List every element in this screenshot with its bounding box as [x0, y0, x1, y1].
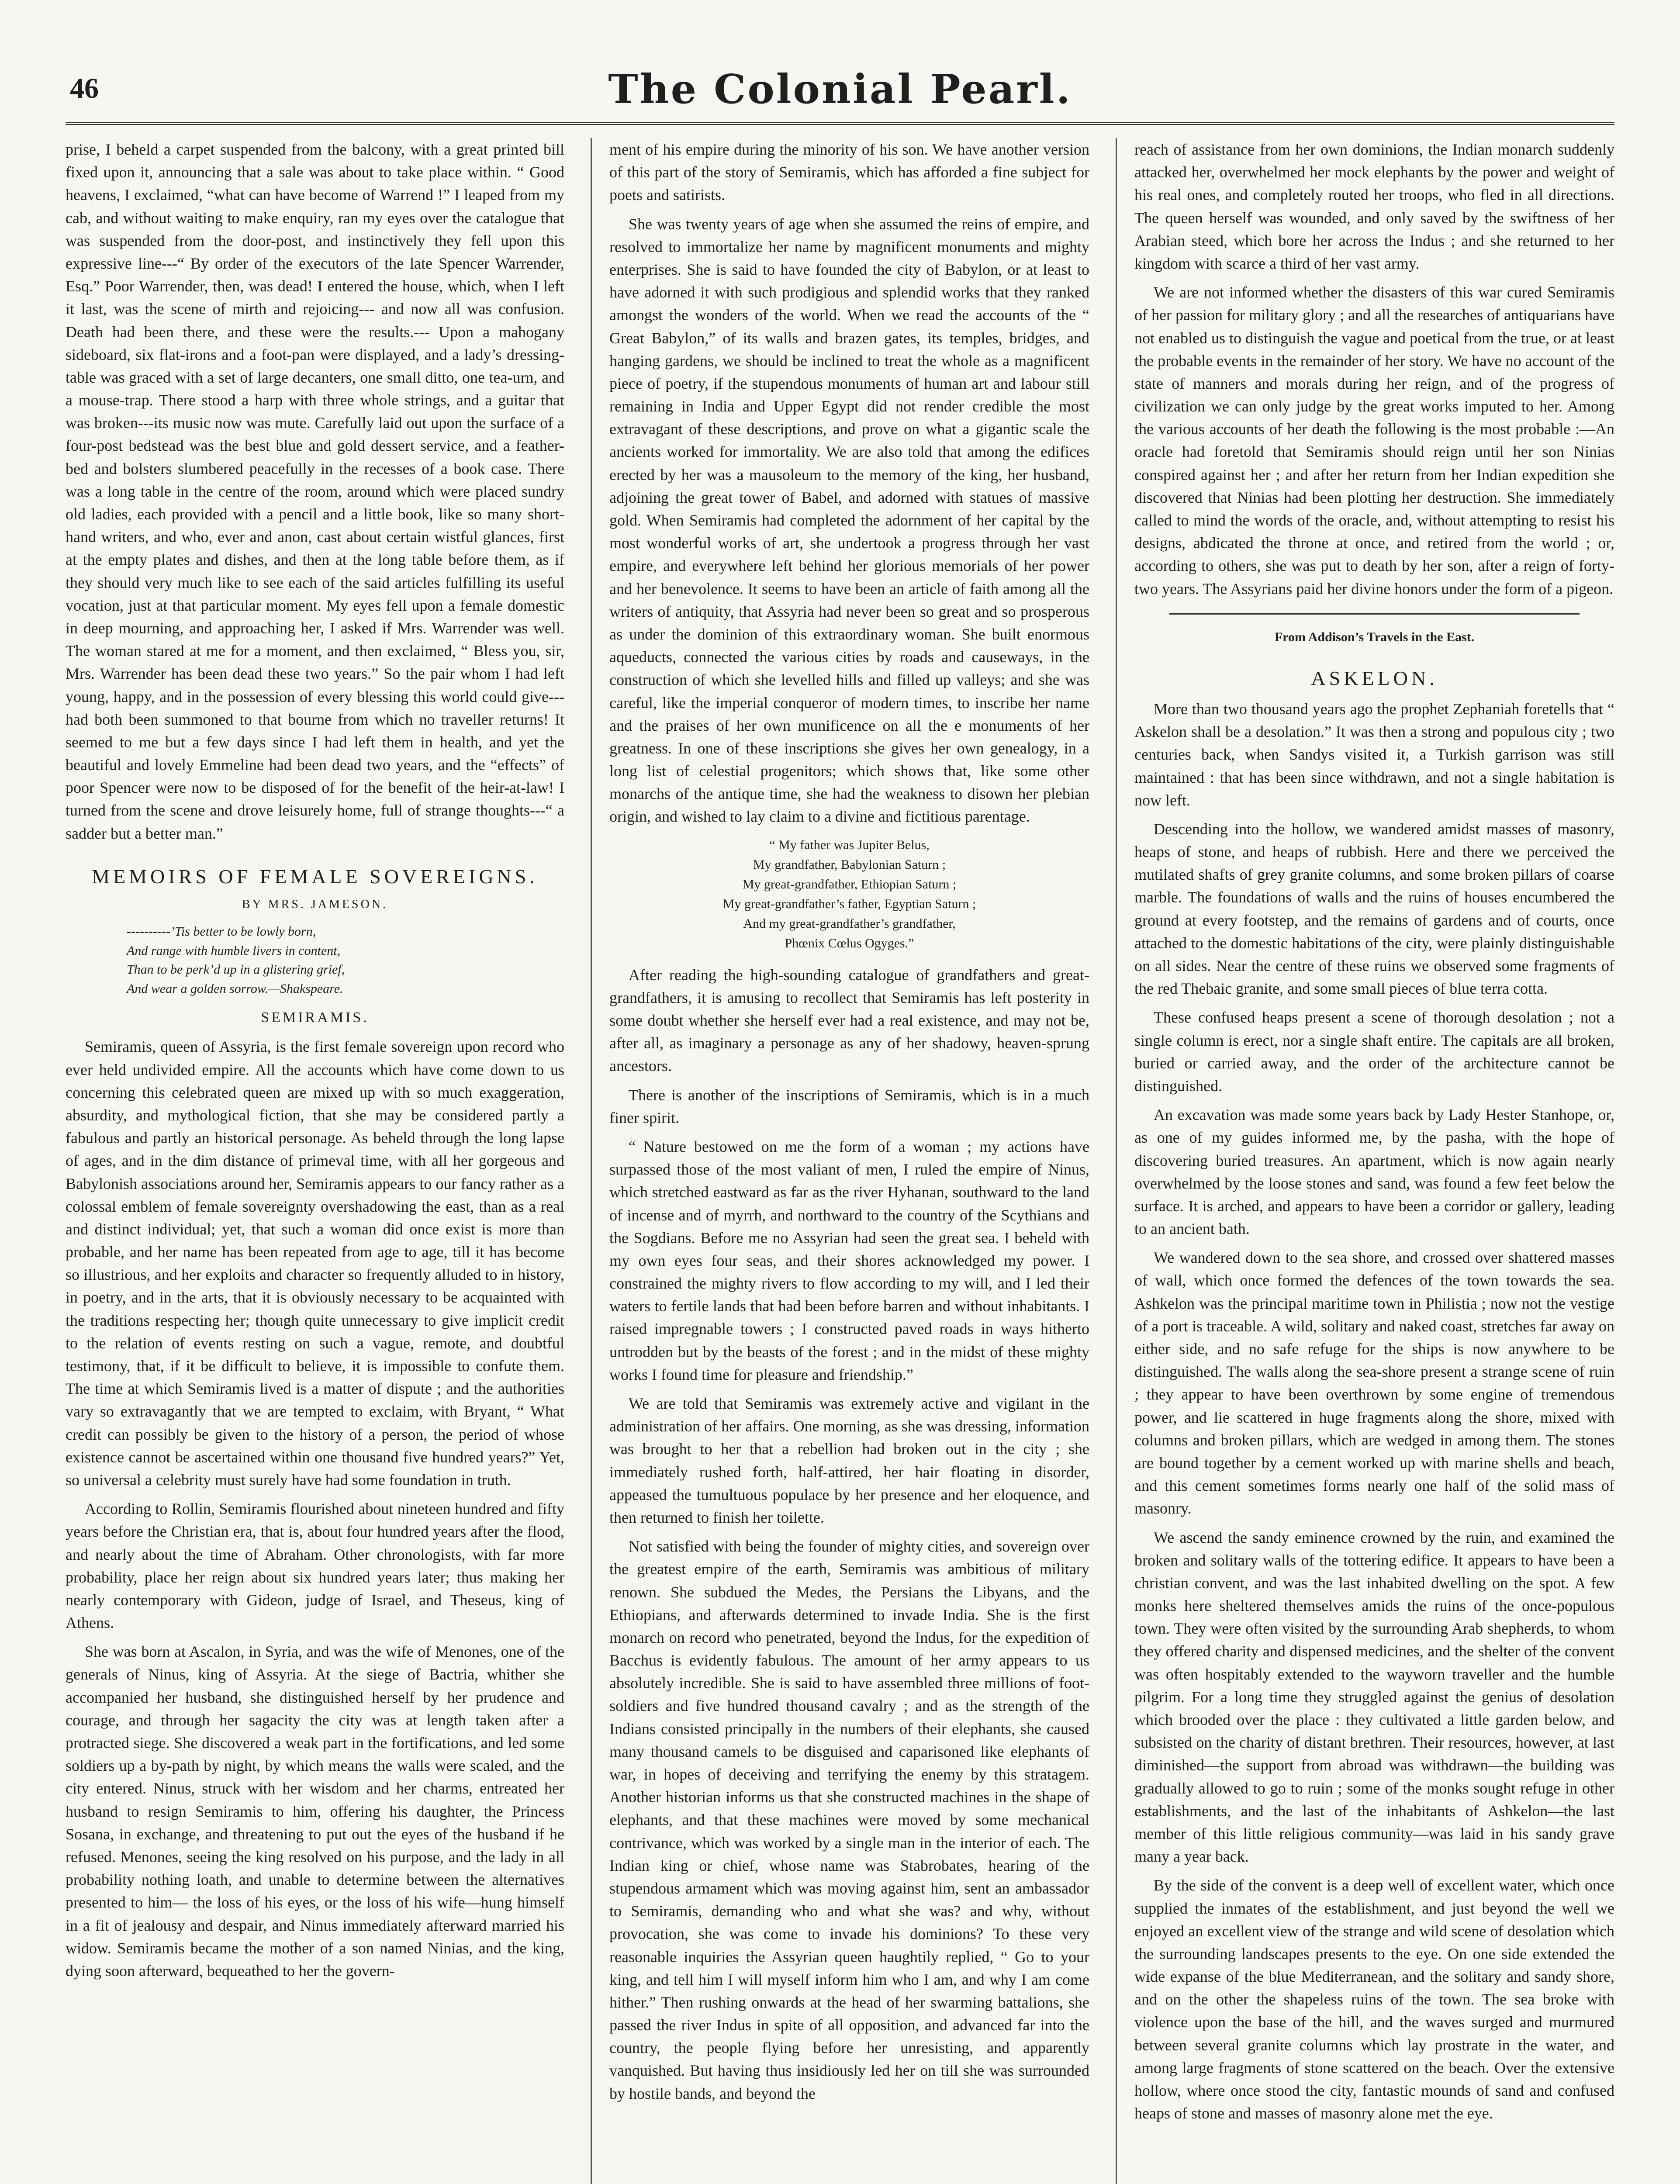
paragraph: ment of his empire during the minority of his son. We have another version of this part of the story of Semiramis, which has afforded a fine subject for poets and satirists. [609, 141, 1089, 204]
inscription-line: “ My father was Jupiter Belus, [769, 837, 930, 852]
paper-title: The Colonial Pearl. [608, 66, 1072, 113]
paragraph: We ascend the sandy eminence crowned by the ruin, and examined the broken and solitary walls of the tottering edifice. It appears to have been a christian convent, and was the last inhabited dwelling on the spot. A few monks here sheltered themselves amids the ruins of the once-populous town. They were often visited by the surrounding Arab shepherds, to whom they offered charity and dispensed medicines, and the shelter of the convent was often hospitably extended to the wayworn traveller and the humble pilgrim. For a long time they struggled against the genius of desolation which brooded over the place : they cultivated a little garden below, and subsisted on the charity of distant brethren. Their resources, however, at last diminished—the support from abroad was withdrawn—the building was gradually allowed to go to ruin ; some of the monks sought refuge in other establishments, and the last of the inhabitants of Ashkelon—the last member of this little religious community—was laid in his sandy grave many a year back. [1134, 1528, 1614, 1866]
column-1 [66, 138, 564, 2184]
inscription-genealogy [609, 835, 1089, 953]
section-title-askelon: ASKELON. [1311, 667, 1438, 690]
paragraph: An excavation was made some years back by Lady Hester Stanhope, or, as one of my guides informed me, by the pasha, with the hope of discovering buried treasures. An apartment, which is now again nearly overwhelmed by the loose stones and sand, was found a few feet below the surface. It is arched, and appears to have been a corridor or gallery, leading to an ancient bath. [1134, 1106, 1614, 1238]
verse-line: And range with humble livers in content, [127, 943, 341, 958]
paragraph: We wandered down to the sea shore, and crossed over shattered masses of wall, which once formed the defences of the town towards the sea. Ashkelon was the principal maritime town in Philistia ; now not the vestige of a port is traceable. A wild, solitary and naked coast, stretches far away on either side, and no safe refuge for the ships is now anywhere to be distinguished. The walls along the sea-shore present a strange scene of ruin ; they appear to have been overthrown by some engine of tremendous power, and lie scattered in huge fragments along the shore, mixed with columns and broken pillars, which are wedged in among them. The stones are bound together by a cement worked up with marine shells and beach, and this cement sometimes forms nearly one half of the solid mass of masonry. [1134, 1249, 1614, 1517]
paragraph: reach of assistance from her own dominions, the Indian monarch suddenly attacked her, overwhelmed her mock elephants by the power and weight of his real ones, and completely routed her troops, who fled in all directions. The queen herself was wounded, and only saved by the swiftness of her Arabian steed, which bore her across the Indus ; and she returned to her kingdom with scarce a third of her vast army. [1134, 141, 1614, 272]
verse-line: And wear a golden sorrow.—Shakspeare. [127, 981, 343, 996]
section-divider [1169, 613, 1580, 615]
byline: BY MRS. JAMESON. [242, 897, 388, 911]
paragraph: There is another of the inscriptions of Semiramis, which is in a much finer spirit. [609, 1086, 1089, 1127]
inscription-line: My grandfather, Babylonian Saturn ; [753, 857, 946, 872]
subhead-semiramis: SEMIRAMIS. [261, 1009, 369, 1026]
verse-line: Than to be perk’d up in a glistering grief, [127, 962, 345, 977]
article-columns [66, 138, 1614, 2184]
inscription-line: My great-grandfather, Ethiopian Saturn ; [742, 877, 957, 892]
inscription-line: Phœnix Cœlus Ogyges.” [785, 936, 914, 950]
inscription-line: And my great-grandfather’s grandfather, [743, 916, 956, 931]
column-3 [1116, 138, 1614, 2184]
epigraph-verse [66, 922, 564, 998]
paragraph: Not satisfied with being the founder of mighty cities, and sovereign over the greatest empire of the earth, Semiramis was ambitious of military renown. She subdued the Medes, the Persians the Libyans, and the Ethiopians, and afterwards determined to invade India. She is the first monarch on record who penetrated, beyond the Indus, for the expedition of Bacchus is evidently fabulous. The amount of her army appears to us absolutely incredible. She is said to have assembled three millions of foot-soldiers and five hundred thousand cavalry ; and as the strength of the Indians consisted principally in the numbers of their elephants, she caused many thousand camels to be disguised and caparisoned like elephants of war, in hopes of deceiving and terrifying the enemy by this stratagem. Another historian informs us that she constructed machines in the shape of elephants, and that these machines were moved by some mechanical contrivance, which was worked by a single man in the interior of each. The Indian king or chief, whose name was Stabrobates, hearing of the stupendous armament which was moving against him, sent an ambassador to Semiramis, demanding who and what she was? and why, without provocation, she was come to invade his dominions? To these very reasonable inquiries the Assyrian queen haughtily replied, “ Go to your king, and tell him I will myself inform him who I am, and why I am come hither.” Then rushing onwards at the head of her swarming battalions, she passed the river Indus in spite of all opposition, and advanced far into the country, the people flying before her unresisting, and apparently vanquished. But having thus insidiously led her on till she was surrounded by hostile bands, and beyond the [609, 1538, 1089, 2102]
paragraph: Semiramis, queen of Assyria, is the first female sovereign upon record who ever held undivided empire. All the accounts which have come down to us concerning this celebrated queen are mixed up with so much exaggeration, absurdity, and mythological fiction, that she may be considered partly a fabulous and partly an historical personage. As beheld through the long lapse of ages, and in the dim distance of primeval time, with all her gorgeous and Babylonish associations around her, Semiramis appears to our fancy rather as a colossal emblem of female sovereignty overshadowing the east, than as a real and distinct individual; yet, that such a woman did once exist is more than probable, and her name has been repeated from age to age, till it has become so illustrious, and her exploits and character so frequently alluded to in history, in poetry, and in the arts, that it is obviously necessary to be acquainted with the traditions respecting her; though quite unnecessary to give implicit credit to the relation of events resting on such a vague, remote, and doubtful testimony, that, if it be difficult to believe, it is impossible to confute them. The time at which Semiramis lived is a matter of dispute ; and the authorities vary so extravagantly that we are tempted to exclaim, with Bryant, “ What credit can possibly be given to the history of a person, the period of whose existence cannot be ascertained within one thousand five hundred years?” Yet, so universal a celebrity must surely have had some foundation in truth. [66, 1038, 564, 1489]
paragraph: Descending into the hollow, we wandered amidst masses of masonry, heaps of stone, and heaps of rubbish. Here and there we perceived the mutilated shafts of grey granite columns, and some broken pillars of coarse marble. The foundations of walls and the ruins of houses encumbered the ground at every footstep, and the remains of gardens and of courts, once attached to the domestic habitations of the city, were plainly distinguishable on all sides. Near the centre of these ruins we observed some fragments of the red Thebaic granite, and some small pieces of blue terra cotta. [1134, 820, 1614, 998]
paragraph: By the side of the convent is a deep well of excellent water, which once supplied the inmates of the establishment, and just beyond the well we enjoyed an excellent view of the strange and wild scene of desolation which the surrounding landscapes presents to the eye. On one side extended the wide expanse of the blue Mediterranean, and the solitary and sandy shore, and on the other the shapeless ruins of the town. The sea broke with violence upon the base of the hill, and the waves surged and murmured between several granite columns which lay prostrate in the water, and among large fragments of stone scattered on the beach. Over the extensive hollow, where once stood the city, fantastic mounds of sand and confused heaps of stone and masses of masonry alone met the eye. [1134, 1876, 1614, 2122]
paragraph: We are told that Semiramis was extremely active and vigilant in the administration of her affairs. One morning, as she was dressing, information was brought to her that a rebellion had broken out in the city ; she immediately rushed forth, half-attired, her hair floating in disorder, appeased the tumultuous populace by her presence and her eloquence, and then returned to finish her toilette. [609, 1395, 1089, 1526]
paragraph: After reading the high-sounding catalogue of grandfathers and great-grandfathers, it is amusing to recollect that Semiramis has left posterity in some doubt whether she herself ever had a real existence, and may not be, after all, as imaginary a personage as any of her shadowy, heaven-sprung ancestors. [609, 966, 1089, 1075]
section-title-memoirs: MEMOIRS OF FEMALE SOVEREIGNS. [92, 865, 538, 888]
paragraph: These confused heaps present a scene of thorough desolation ; not a single column is erect, nor a single shaft entire. The capitals are all broken, buried or carried away, and the order of the architecture cannot be distinguished. [1134, 1009, 1614, 1095]
source-line: From Addison’s Travels in the East. [1274, 629, 1475, 644]
paragraph: She was born at Ascalon, in Syria, and was the wife of Menones, one of the generals of Ninus, king of Assyria. At the siege of Bactria, whither she accompanied her husband, she distinguished herself by her prudence and courage, and through her sagacity the city was at length taken after a protracted siege. She discovered a weak part in the fortifications, and led some soldiers up a by-path by night, by which means the walls were scaled, and the city entered. Ninus, struck with her wisdom and her charms, entreated her husband to resign Semiramis to him, offering his daughter, the Princess Sosana, in exchange, and threatening to put out the eyes of the husband if he refused. Menones, seeing the king resolved on his purpose, and the lady in all probability nothing loath, and unable to determine between the alternatives presented to him— the loss of his eyes, or the loss of his wife—hung himself in a fit of jealousy and despair, and Ninus immediately afterward married his widow. Semiramis became the mother of a son named Ninias, and the king, dying soon afterward, bequeathed to her the govern- [66, 1643, 564, 1980]
paragraph: We are not informed whether the disasters of this war cured Semiramis of her passion for military glory ; and all the researches of antiquarians have not enabled us to distinguish the vague and poetical from the true, or at least the probable events in the remainder of her story. We have no account of the state of manners and morals during her reign, and of the progress of civilization we can only judge by the great works imputed to her. Among the various accounts of her death the following is the most probable :—An oracle had foretold that Semiramis should reign until her son Ninias conspired against her ; and after her return from her Indian expedition she discovered that Ninias had been plotting her destruction. She immediately called to mind the words of the oracle, and, without attempting to resist his designs, abdicated the throne at once, and retired from the world ; or, according to others, she was put to death by her son, after a reign of forty-two years. The Assyrians paid her divine honors under the form of a pigeon. [1134, 283, 1614, 598]
paragraph: According to Rollin, Semiramis flourished about nineteen hundred and fifty years before the Christian era, that is, about four hundred years after the flood, and nearly about the time of Abraham. Other chronologists, with far more probability, place her reign about six hundred years later; thus making her nearly contemporary with Gideon, judge of Israel, and Theseus, king of Athens. [66, 1500, 564, 1632]
verse-line: ----------’Tis better to be lowly born, [127, 924, 316, 939]
masthead [66, 48, 1614, 125]
paragraph: She was twenty years of age when she assumed the reins of empire, and resolved to immortalize her name by magnificent monuments and mighty enterprises. She is said to have founded the city of Babylon, or at least to have adorned it with such prodigious and splendid works that they ranked amongst the wonders of the world. When we read the accounts of the “ Great Babylon,” of its walls and brazen gates, its temples, bridges, and hanging gardens, we should be inclined to treat the whole as a magnificent piece of poetry, if the stupendous monuments of human art and labour still remaining in India and Upper Egypt did not render credible the most extravagant of these descriptions, and prove on what a gigantic scale the ancients worked for immortality. We are also told that among the edifices erected by her was a mausoleum to the memory of the king, her husband, adjoining the great tower of Babel, and adorned with statues of massive gold. When Semiramis had completed the adornment of her capital by the most wonderful works of art, she undertook a progress through her vast empire, and everywhere left behind her glorious memorials of her power and her benevolence. It seems to have been an article of faith among all the writers of antiquity, that Assyria had never been so great and so prosperous as under the dominion of this extraordinary woman. She built enormous aqueducts, connected the various cities by roads and causeways, in the construction of which she levelled hills and filled up valleys; and she was careful, like the imperial conqueror of modern times, to inscribe her name and the praises of her own munificence on all the e monuments of her greatness. In one of these inscriptions she gives her own genealogy, in a long list of celestial progenitors; which shows that, like some other monarchs of the antique time, she had the weakness to disown her plebian origin, and wished to lay claim to a divine and fictitious parentage. [609, 215, 1089, 826]
page-number: 46 [70, 73, 99, 104]
column-2 [591, 138, 1089, 2184]
inscription-line: My great-grandfather’s father, Egyptian Saturn ; [722, 896, 976, 911]
paragraph: prise, I beheld a carpet suspended from the balcony, with a great printed bill fixed upon it, announcing that a sale was about to take place within. “ Good heavens, I exclaimed, “what can have become of Warrend !” I leaped from my cab, and without waiting to make enquiry, ran my eyes over the catalogue that was suspended from the door-post, and instinctively they fell upon this expressive line---“ By order of the executors of the late Spencer Warrender, Esq.” Poor Warrender, then, was dead! I entered the house, which, when I left it last, was the scene of mirth and rejoicing--- and now all was confusion. Death had been there, and these were the results.--- Upon a mahogany sideboard, six flat-irons and a foot-pan were displayed, and a lady’s dressing-table was graced with a set of large decanters, one small ditto, one tea-urn, and a mouse-trap. There stood a harp with three whole strings, and a guitar that was broken---its music now was mute. Carefully laid out upon the surface of a four-post bedstead was the best blue and gold dessert service, and a feather-bed and bolsters slumbered peacefully in the recesses of a book case. There was a long table in the centre of the room, around which were placed sundry old ladies, each provided with a pencil and a little book, like so many short-hand writers, and who, ever and anon, cast about certain wistful glances, first at the empty plates and dishes, and then at the long table before them, as if they should very much like to see each of the said articles fulfilling its useful vocation, just at that particular moment. My eyes fell upon a female domestic in deep mourning, and approaching her, I asked if Mrs. Warrender was well. The woman stared at me for a moment, and then exclaimed, “ Bless you, sir, Mrs. Warrender has been dead these two years.” So the pair whom I had left young, happy, and in the possession of every blessing this world could give---had both been summoned to that bourne from which no traveller returns! It seemed to me but a few days since I had left them in health, and yet the beautiful and lovely Emmeline had been dead two years, and the “effects” of poor Spencer were now to be disposed of for the benefit of the heir-at-law! I turned from the scene and drove leisurely home, full of strange thoughts---“ a sadder but a better man.” [66, 141, 564, 842]
paragraph: More than two thousand years ago the prophet Zephaniah foretells that “ Askelon shall be a desolation.” It was then a strong and populous city ; two centuries back, when Sandys visited it, a Turkish garrison was still maintained : that has been since withdrawn, and not a single habitation is now left. [1134, 700, 1614, 809]
paragraph: “ Nature bestowed on me the form of a woman ; my actions have surpassed those of the most valiant of men, I ruled the empire of Ninus, which stretched eastward as far as the river Hyhanan, southward to the land of incense and of myrrh, and northward to the country of the Scythians and the Sogdians. Before me no Assyrian had seen the great sea. I beheld with my own eyes four seas, and their shores acknowledged my power. I constrained the mighty rivers to flow according to my will, and I led their waters to fertile lands that had been before barren and without inhabitants. I raised impregnable towers ; I constructed paved roads in ways hitherto untrodden but by the beasts of the forest ; and in the midst of these mighty works I found time for pleasure and friendship.” [609, 1137, 1089, 1383]
